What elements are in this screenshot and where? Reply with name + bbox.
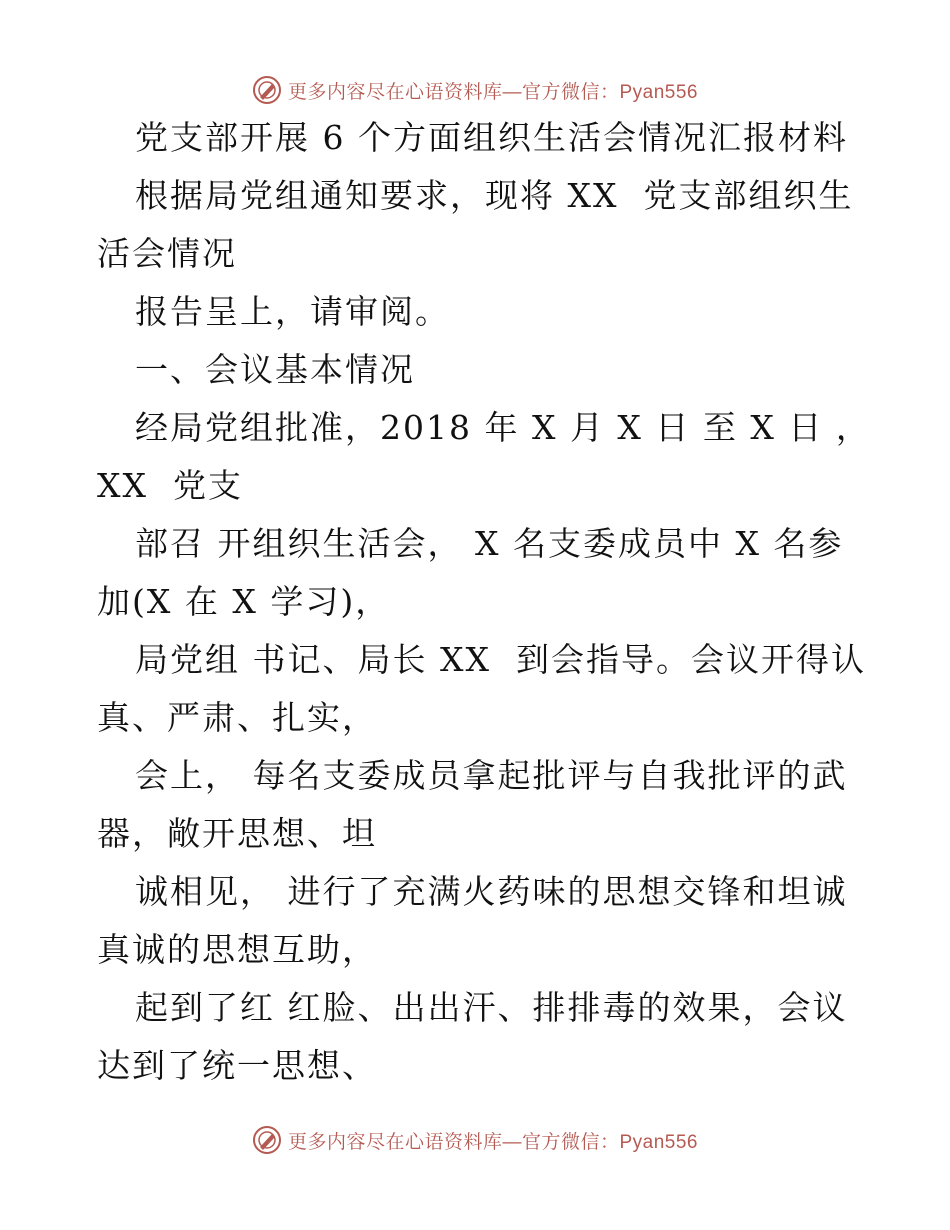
paragraph-line: 活会情况	[97, 234, 237, 273]
pen-logo-icon	[252, 75, 282, 105]
paragraph-line: 会上， 每名支委成员拿起批评与自我批评的武	[135, 756, 848, 795]
watermark-text: 更多内容尽在心语资料库—官方微信：Pyan556	[287, 81, 698, 103]
paragraph-line: 真诚的思想互助，	[97, 930, 377, 969]
paragraph-line: 起到了红 红脸、出出汗、排排毒的效果，会议	[135, 988, 848, 1027]
paragraph-line: 经局党组批准，2018 年 X 月 X 日 至 X 日 ，	[135, 408, 871, 447]
paragraph-line: 部召 开组织生活会， X 名支委成员中 X 名参	[135, 524, 844, 563]
footer-watermark	[0, 1120, 950, 1160]
header-watermark	[0, 70, 950, 110]
paragraph-line: 报告呈上，请审阅。	[135, 292, 450, 331]
watermark-text: 更多内容尽在心语资料库—官方微信：Pyan556	[287, 1131, 698, 1153]
paragraph-line: 根据局党组通知要求，现将 XX 党支部组织生	[135, 176, 854, 215]
paragraph-line: XX 党支	[97, 466, 243, 505]
paragraph-line: 局党组 书记、局长 XX 到会指导。会议开得认	[135, 640, 866, 679]
paragraph-line: 达到了统一思想、	[97, 1046, 377, 1085]
paragraph-line: 加(X 在 X 学习)，	[97, 582, 391, 621]
paragraph-line: 真、严肃、扎实，	[97, 698, 377, 737]
pen-logo-icon	[252, 1125, 282, 1155]
paragraph-line: 器，敞开思想、坦	[97, 814, 377, 853]
paragraph-line: 诚相见， 进行了充满火药味的思想交锋和坦诚	[135, 872, 848, 911]
document-title: 党支部开展 6 个方面组织生活会情况汇报材料	[135, 118, 848, 157]
section-heading: 一、会议基本情况	[135, 350, 415, 389]
